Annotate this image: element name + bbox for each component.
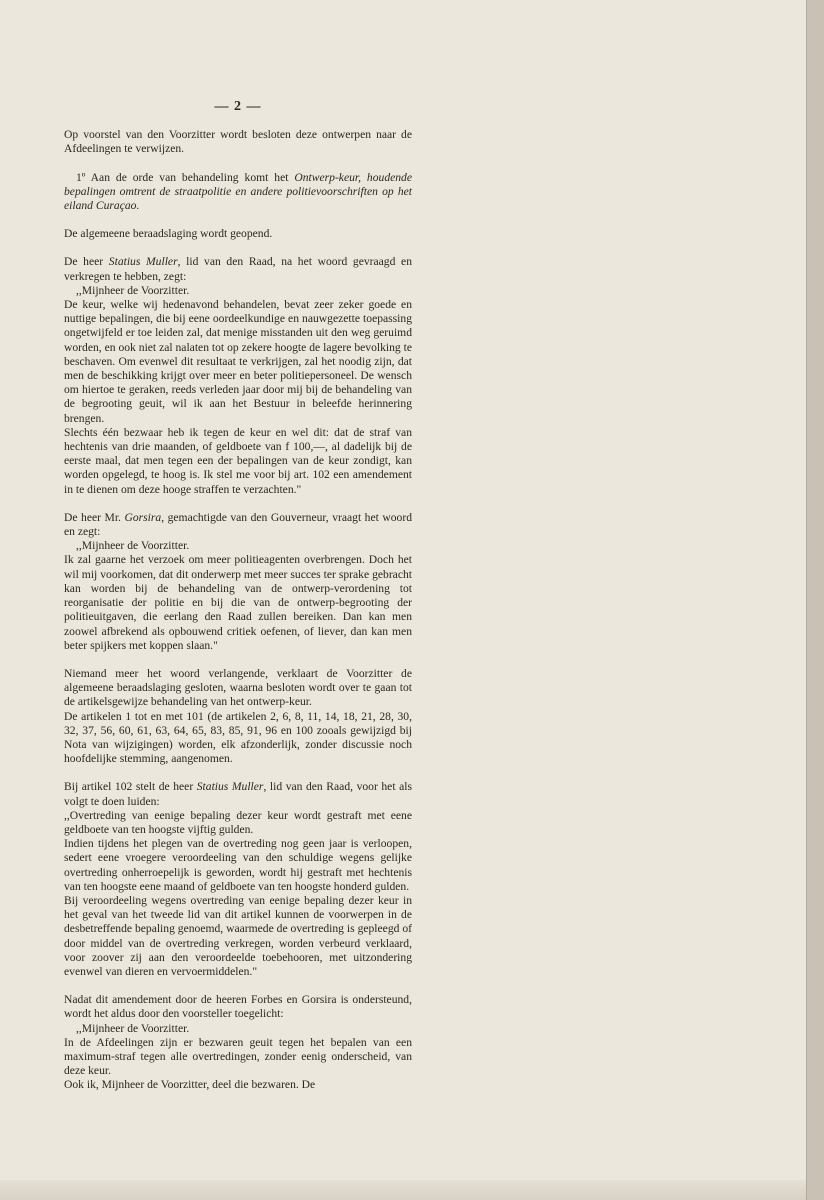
paragraph-text: Bij artikel 102 stelt de heer <box>64 780 197 794</box>
paragraph: De keur, welke wij hedenavond behandelen, bevat zeer zeker goede en nuttige bepalingen, die bij eene oordeelkundige en nauwgezette toepassing ongetwijfeld er toe leiden zal, dat menige misstanden uit den weg geruimd worden, en ook niet zal nalaten tot op zekere hoogte de lagere bevolking te beschaven. Om evenwel dit resultaat te verkrijgen, zal het noodig zijn, dat men de beschikking krijgt over meer en beter politiepersoneel. De wensch om hiertoe te geraken, reeds verleden jaar door mij bij de behandeling van de begrooting geuit, wil ik aan het Bestuur in beleefde herinnering brengen. <box>64 298 412 425</box>
paragraph: Indien tijdens het plegen van de overtreding nog geen jaar is verloopen, sedert eene vroegere veroordeeling van den schuldige wegens gelijke overtreding onherroepelijk is geworden, wordt hij gestraft met hechtenis van ten hoogste eene maand of geldboete van ten hoogste honderd gulden. <box>64 837 412 893</box>
paragraph: ,,Mijnheer de Voorzitter. <box>76 283 190 297</box>
paragraph <box>64 255 412 283</box>
speaker-name: Statius Muller <box>108 255 178 269</box>
paragraph-text: De heer Mr. <box>64 510 125 524</box>
page-right-edge <box>806 0 824 1200</box>
paragraph <box>64 511 412 539</box>
paragraph-text: De heer <box>64 255 109 269</box>
speaker-name: Gorsira <box>124 510 162 524</box>
paragraph-text: , lid van den Raad, na het woord gevraagd en verkregen te hebben, zegt: <box>64 255 412 283</box>
paragraph-title: Ontwerp-keur, houdende bepalingen omtrent de straatpolitie en andere politievoorschriften op het eiland Curaçao. <box>64 170 413 213</box>
paragraph: In de Afdeelingen zijn er bezwaren geuit tegen het bepalen van een maximum-straf tegen alle overtredingen, zonder eenig onderscheid, van deze keur. <box>64 1035 412 1078</box>
paragraph: De algemeene beraadslaging wordt geopend. <box>64 227 273 241</box>
speaker-name: Statius Muller <box>196 780 264 794</box>
paragraph-text: 1º Aan de orde van behandeling komt het <box>76 170 295 184</box>
paragraph: ,,Mijnheer de Voorzitter. <box>76 539 190 553</box>
paragraph: Ook ik, Mijnheer de Voorzitter, deel die bezwaren. De <box>64 1078 316 1092</box>
paragraph: Nadat dit amendement door de heeren Forbes en Gorsira is ondersteund, wordt het aldus door den voorsteller toegelicht: <box>64 993 412 1021</box>
paragraph: Niemand meer het woord verlangende, verklaart de Voorzitter de algemeene beraadslaging gesloten, waarna besloten wordt over te gaan tot de artikelsgewijze behandeling van het ontwerp-keur. <box>64 666 412 709</box>
paragraph-text: , lid van den Raad, voor het als volgt te doen luiden: <box>64 780 412 808</box>
paragraph: ,,Overtreding van eenige bepaling dezer keur wordt gestraft met eene geldboete van ten hoogste vijftig gulden. <box>64 808 412 836</box>
paragraph <box>64 780 412 808</box>
paragraph: Op voorstel van den Voorzitter wordt besloten deze ontwerpen naar de Afdeelingen te verwijzen. <box>64 128 412 156</box>
paragraph: Bij veroordeeling wegens overtreding van eenige bepaling dezer keur in het geval van het tweede lid van dit artikel kunnen de voorwerpen in de desbetreffende bepaling genoemd, waarmede de overtreding is gepleegd of door middel van de overtreding verkregen, worden verbeurd verklaard, voor zoover zij aan den veroordeelde toebehooren, met uitzondering evenwel van dieren en vervoermiddelen." <box>64 893 412 978</box>
paragraph: Ik zal gaarne het verzoek om meer politieagenten overbrengen. Doch het wil mij voorkomen, dat dit onderwerp met meer succes ter sprake gebracht kan worden bij de behandeling van de ontwerp-verordening tot reorganisatie der politie en bij die van de ontwerp-begrooting der politieuitgaven, die eerlang den Raad zullen bereiken. Dan kan men zoowel afbrekend als opbouwend critiek oefenen, of liever, dan kan men beter spijkers met koppen slaan." <box>64 553 412 652</box>
paragraph-text: , gemachtigde van den Gouverneur, vraagt het woord en zegt: <box>64 510 412 539</box>
paragraph <box>64 171 412 214</box>
page-number: — 2 — <box>214 99 262 114</box>
page-bottom-edge <box>0 1180 806 1200</box>
paragraph: ,,Mijnheer de Voorzitter. <box>76 1021 190 1035</box>
paragraph: Slechts één bezwaar heb ik tegen de keur en wel dit: dat de straf van hechtenis van drie maanden, of geldboete van f 100,—, al dadelijk bij de eerste maal, dat men tegen een der bepalingen van de keur zondigt, kan worden opgelegd, te hoog is. Ik stel me voor bij art. 102 een amendement in te dienen om deze hooge straffen te verzachten." <box>64 425 412 496</box>
paragraph: De artikelen 1 tot en met 101 (de artikelen 2, 6, 8, 11, 14, 18, 21, 28, 30, 32, 37, 56, 60, 61, 63, 64, 65, 83, 85, 91, 96 en 100 zooals gewijzigd bij Nota van wijzigingen) worden, elk afzonderlijk, zonder discussie noch hoofdelijke stemming, aangenomen. <box>64 709 412 766</box>
text-column <box>64 100 412 1093</box>
